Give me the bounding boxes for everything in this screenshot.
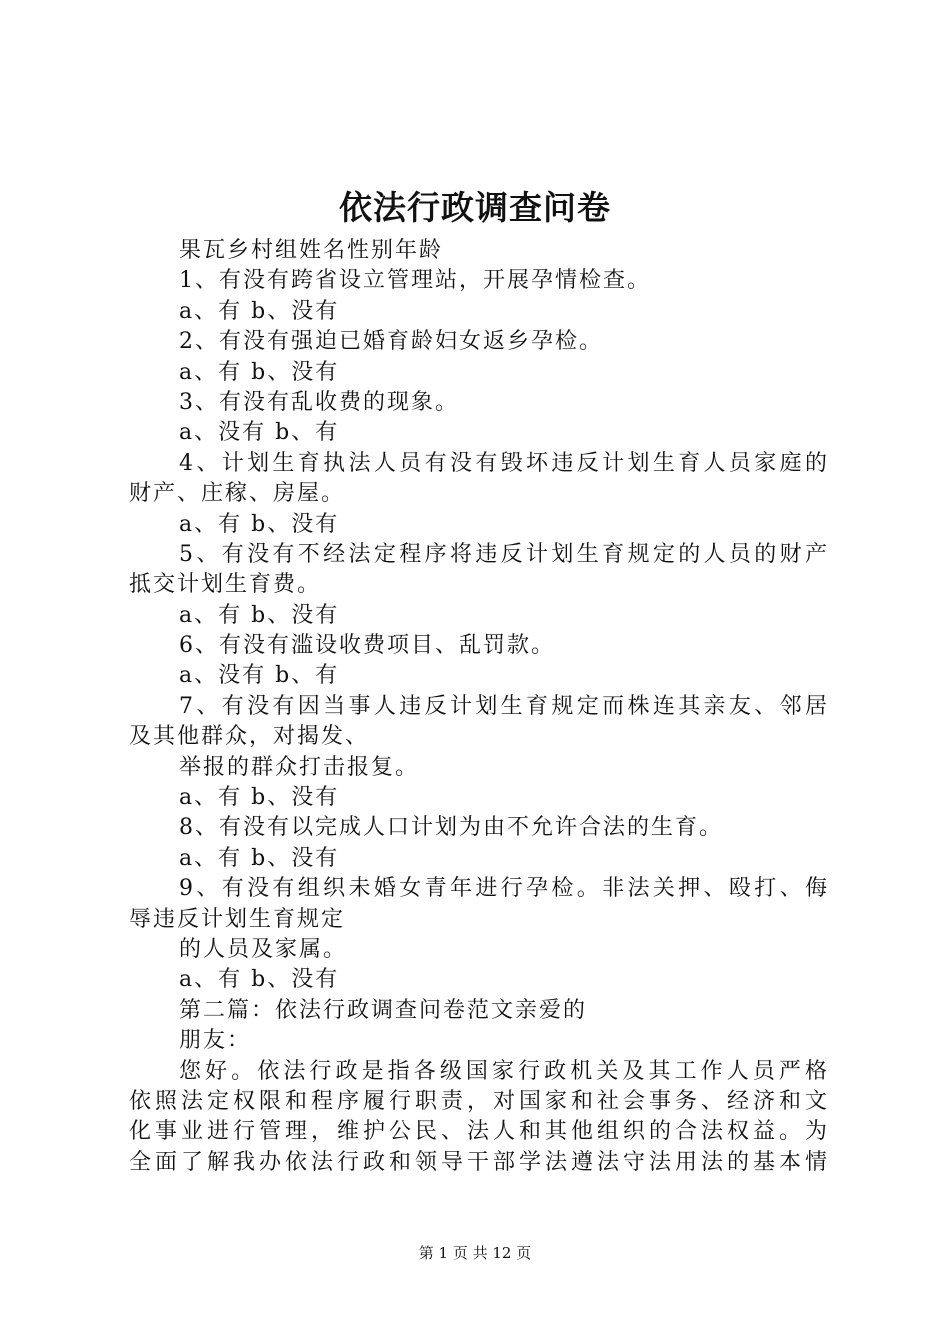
section-heading: 第二篇：依法行政调查问卷范文亲爱的 xyxy=(179,997,588,1023)
question-line: 6、有没有滥设收费项目、乱罚款。 xyxy=(179,633,555,659)
answer-options: a、没有 b、有 xyxy=(179,663,340,689)
question-line: 8、有没有以完成人口计划为由不允许合法的生育。 xyxy=(179,815,723,841)
question-line: 4、计划生育执法人员有没有毁坏违反计划生育人员家庭的 xyxy=(179,450,829,476)
answer-options: a、有 b、没有 xyxy=(179,298,340,324)
answer-options: a、有 b、没有 xyxy=(179,511,340,537)
document-body xyxy=(129,236,829,1178)
document-title: 依法行政调查问卷 xyxy=(339,188,611,227)
answer-options: a、没有 b、有 xyxy=(179,420,340,446)
question-line-continued: 财产、庄稼、房屋。 xyxy=(129,481,346,507)
paragraph-line: 全面了解我办依法行政和领导干部学法遵法守法用法的基本情 xyxy=(129,1149,829,1175)
question-line-continued: 辱违反计划生育规定 xyxy=(129,906,346,932)
question-line: 1、有没有跨省设立管理站，开展孕情检查。 xyxy=(179,268,651,294)
page-number: 第 1 页 共 12 页 xyxy=(418,1244,532,1262)
paragraph-line: 依照法定权限和程序履行职责，对国家和社会事务、经济和文 xyxy=(129,1088,829,1114)
question-line-continued: 及其他群众，对揭发、 xyxy=(129,724,370,750)
text-line: 果瓦乡村组姓名性别年龄 xyxy=(179,238,444,263)
answer-options: a、有 b、没有 xyxy=(179,359,340,385)
answer-options: a、有 b、没有 xyxy=(179,967,340,993)
question-line: 3、有没有乱收费的现象。 xyxy=(179,389,459,415)
paragraph-line: 化事业进行管理，维护公民、法人和其他组织的合法权益。为 xyxy=(129,1119,829,1145)
salutation: 朋友： xyxy=(179,1028,252,1054)
question-line-continued: 的人员及家属。 xyxy=(179,936,348,962)
question-line-continued: 举报的群众打击报复。 xyxy=(179,754,420,780)
question-line: 2、有没有强迫已婚育龄妇女返乡孕检。 xyxy=(179,329,603,355)
paragraph-line: 您好。依法行政是指各级国家行政机关及其工作人员严格 xyxy=(179,1058,829,1084)
question-line: 7、有没有因当事人违反计划生育规定而株连其亲友、邻居 xyxy=(179,693,829,719)
answer-options: a、有 b、没有 xyxy=(179,785,340,811)
answer-options: a、有 b、没有 xyxy=(179,845,340,871)
question-line: 9、有没有组织未婚女青年进行孕检。非法关押、殴打、侮 xyxy=(179,876,829,902)
answer-options: a、有 b、没有 xyxy=(179,602,340,628)
question-line: 5、有没有不经法定程序将违反计划生育规定的人员的财产 xyxy=(179,541,829,567)
question-line-continued: 抵交计划生育费。 xyxy=(129,572,322,598)
